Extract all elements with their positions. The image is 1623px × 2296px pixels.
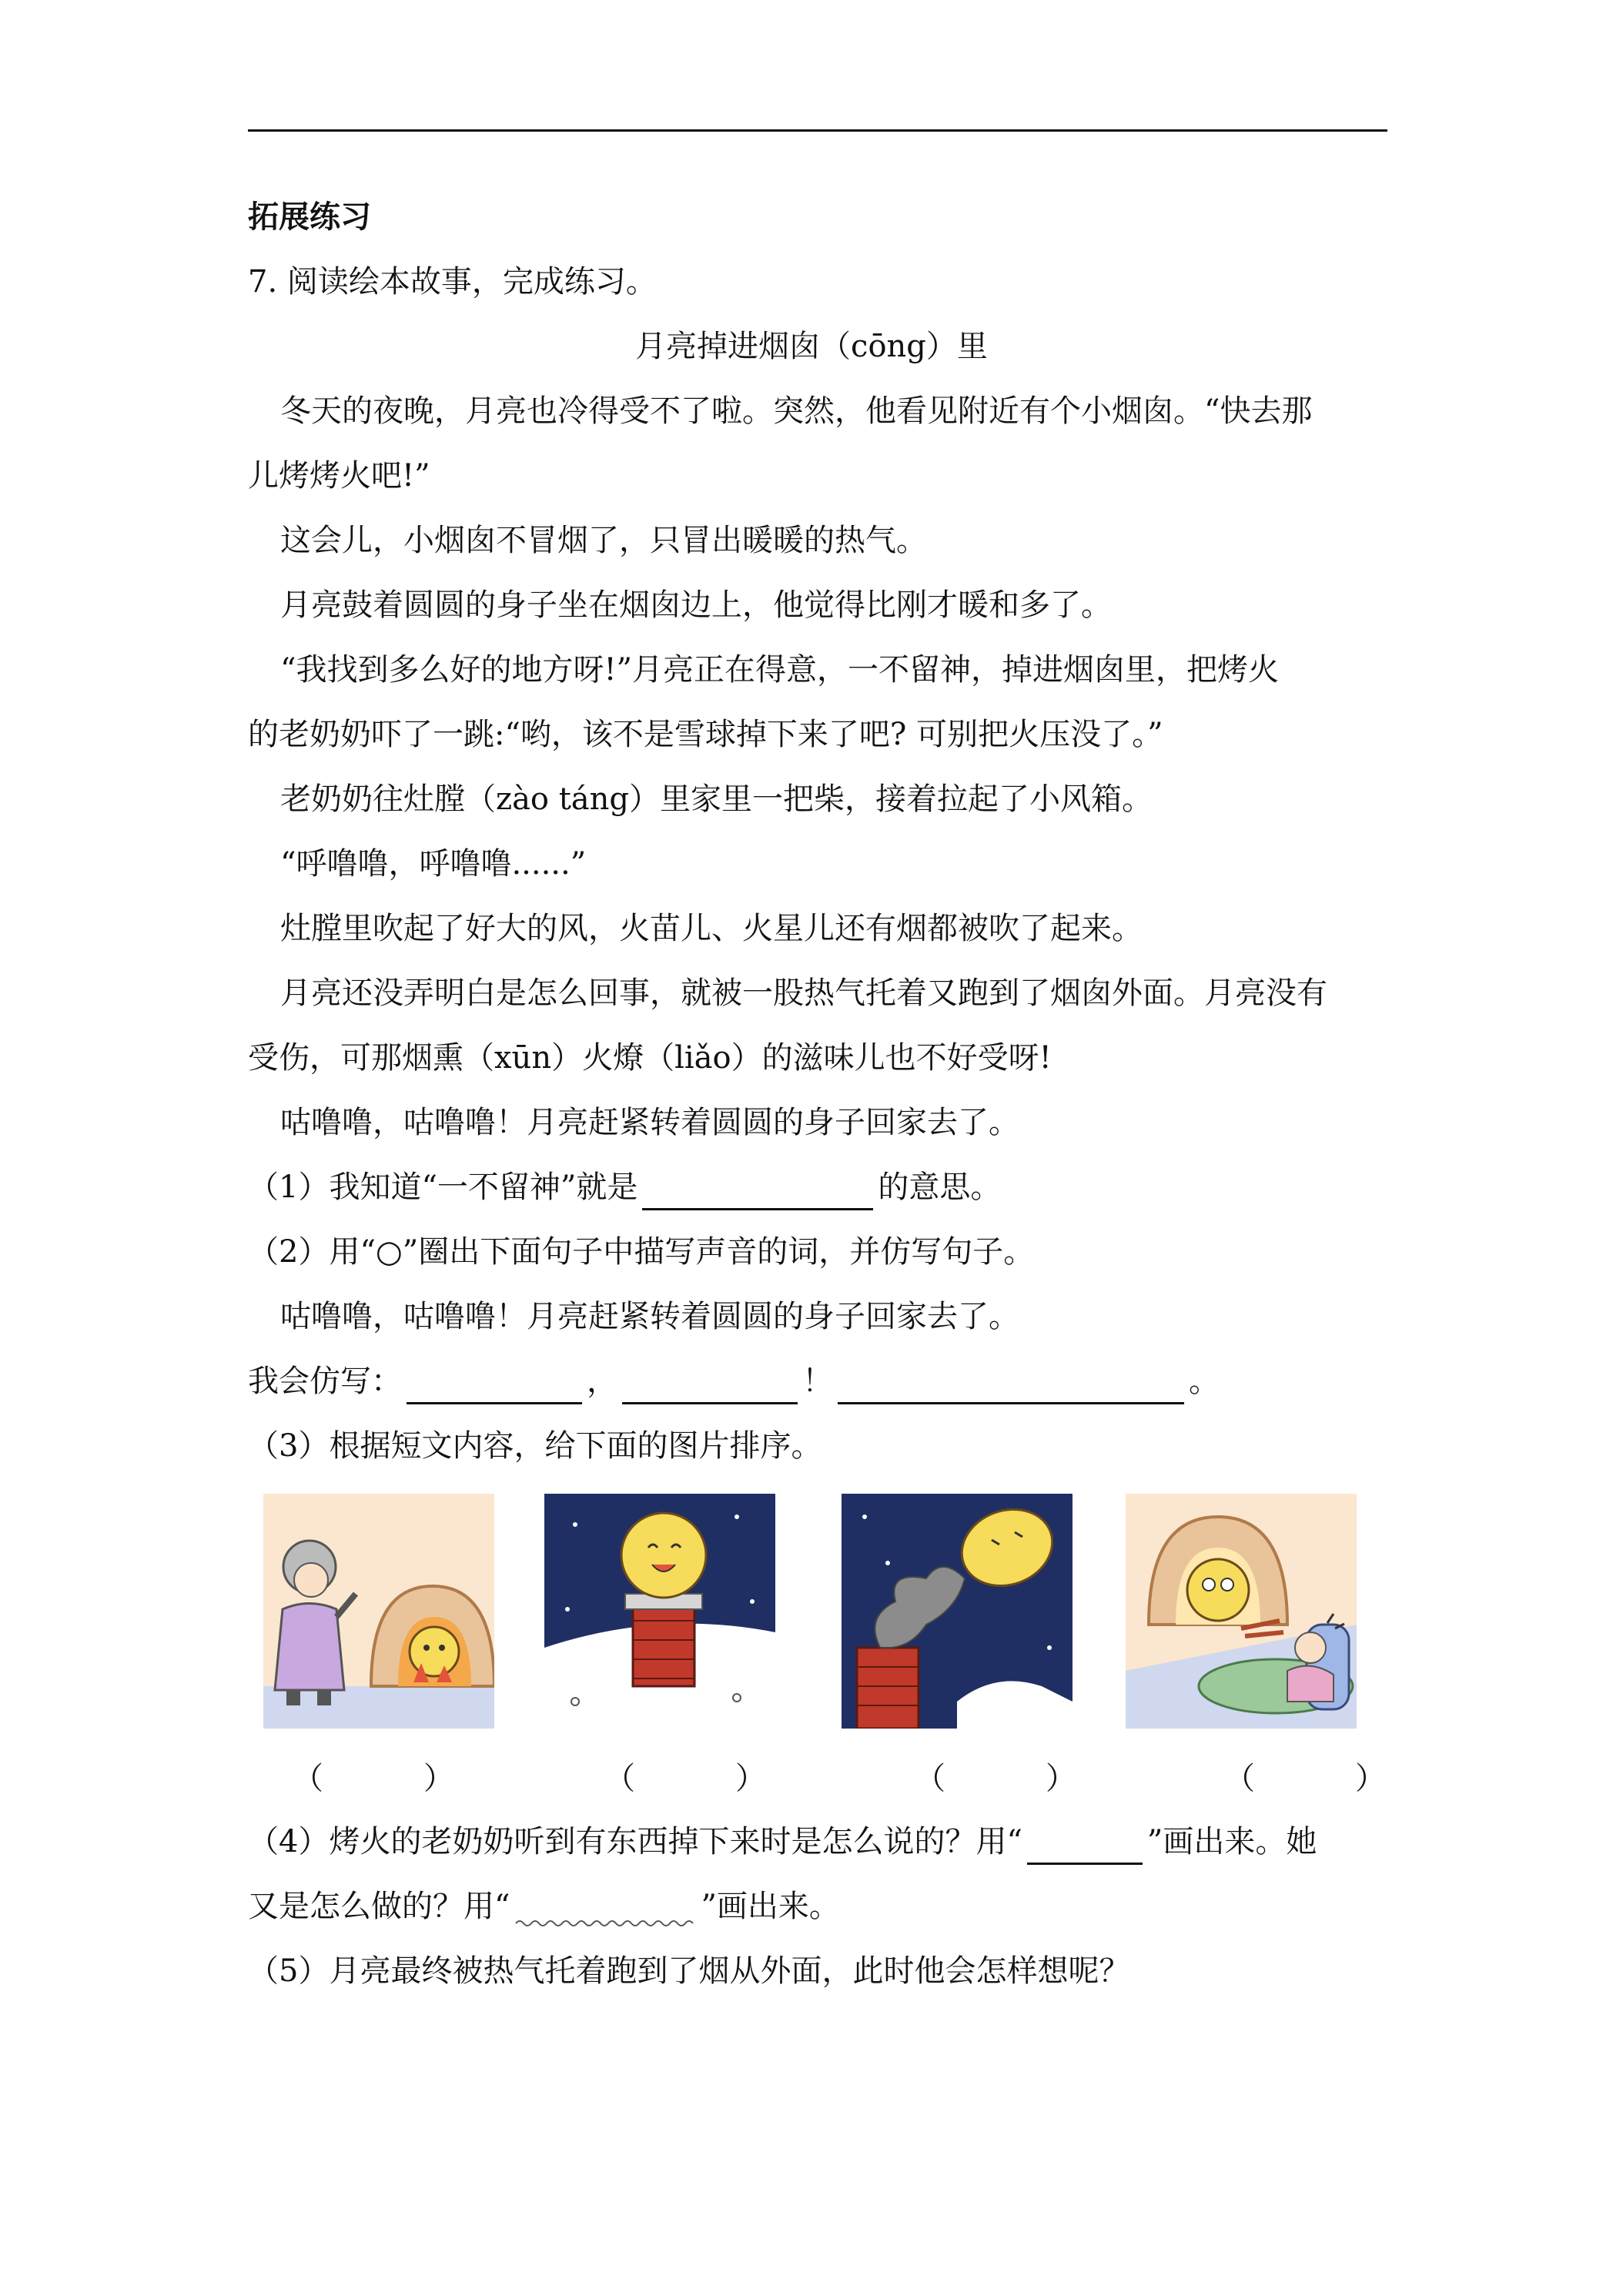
story-line: 受伤，可那烟熏（xūn）火燎（liǎo）的滋味儿也不好受呀! <box>248 1040 1052 1076</box>
q4-prefix: （4）烤火的老奶奶听到有东西掉下来时是怎么说的？用“ <box>248 1824 1022 1859</box>
picture-moon-smoke <box>842 1494 1073 1729</box>
question-1 <box>248 1164 1001 1210</box>
order-blank-2[interactable]: （ ） <box>604 1761 766 1796</box>
q2-imitate <box>248 1358 1220 1404</box>
imitate-label: 我会仿写： <box>248 1364 402 1399</box>
q1-suffix: 的意思。 <box>878 1170 1002 1205</box>
question-2: （2）用“○”圈出下面句子中描写声音的词，并仿写句子。 <box>248 1234 1035 1270</box>
question-4-line1 <box>248 1819 1317 1865</box>
picture-moon-in-stove <box>1126 1494 1357 1729</box>
question-3: （3）根据短文内容，给下面的图片排序。 <box>248 1428 822 1464</box>
q2-example: 咕噜噜，咕噜噜！月亮赶紧转着圆圆的身子回家去了。 <box>280 1299 1019 1334</box>
q4-suffix: ”画出来。她 <box>1146 1824 1317 1859</box>
straight-underline-sample <box>1027 1829 1143 1865</box>
section-title: 拓展练习 <box>248 199 371 235</box>
q4-line2-suffix: ”画出来。 <box>701 1889 840 1924</box>
story-line: “我找到多么好的地方呀!”月亮正在得意，一不留神，掉进烟囱里，把烤火 <box>280 652 1279 688</box>
question-title: 7. 阅读绘本故事，完成练习。 <box>248 264 657 300</box>
order-blank-4[interactable]: （ ） <box>1224 1761 1386 1796</box>
picture-grandma-stove <box>263 1494 494 1729</box>
story-line: 儿烤烤火吧!” <box>248 458 430 494</box>
imitate-blank-3[interactable] <box>838 1368 1184 1404</box>
comma: ， <box>587 1364 617 1399</box>
exclaim-mark: ！ <box>802 1364 833 1399</box>
question-5: （5）月亮最终被热气托着跑到了烟从外面，此时他会怎样想呢？ <box>248 1953 1130 1989</box>
story-line: 咕噜噜，咕噜噜！月亮赶紧转着圆圆的身子回家去了。 <box>280 1105 1019 1140</box>
story-line: 这会儿，小烟囱不冒烟了，只冒出暖暖的热气。 <box>280 523 927 558</box>
imitate-blank-1[interactable] <box>407 1368 582 1404</box>
q4-line2-prefix: 又是怎么做的？用“ <box>248 1889 510 1924</box>
story-line: 灶膛里吹起了好大的风，火苗儿、火星儿还有烟都被吹了起来。 <box>280 911 1143 946</box>
q1-answer-blank[interactable] <box>642 1174 873 1210</box>
story-line: 的老奶奶吓了一跳:“哟，该不是雪球掉下来了吧? 可别把火压没了。” <box>248 717 1163 752</box>
q1-prefix: （1）我知道“一不留神”就是 <box>248 1170 638 1205</box>
story-line: 月亮鼓着圆圆的身子坐在烟囱边上，他觉得比刚才暖和多了。 <box>280 587 1112 623</box>
imitate-blank-2[interactable] <box>622 1368 798 1404</box>
story-title: 月亮掉进烟囱（cōng）里 <box>635 329 988 364</box>
story-line: 冬天的夜晚，月亮也冷得受不了啦。突然，他看见附近有个小烟囱。“快去那 <box>280 393 1313 429</box>
story-line: “呼噜噜，呼噜噜......” <box>280 846 587 882</box>
wavy-underline-sample <box>514 1896 696 1930</box>
order-blank-1[interactable]: （ ） <box>293 1761 454 1796</box>
story-line: 老奶奶往灶膛（zào táng）里家里一把柴，接着拉起了小风箱。 <box>280 782 1153 817</box>
picture-moon-on-chimney <box>544 1494 775 1729</box>
story-line: 月亮还没弄明白是怎么回事，就被一股热气托着又跑到了烟囱外面。月亮没有 <box>280 976 1327 1011</box>
order-blank-3[interactable]: （ ） <box>915 1761 1076 1796</box>
header-rule <box>248 129 1387 132</box>
question-4-line2 <box>248 1883 840 1930</box>
period: 。 <box>1189 1364 1220 1399</box>
